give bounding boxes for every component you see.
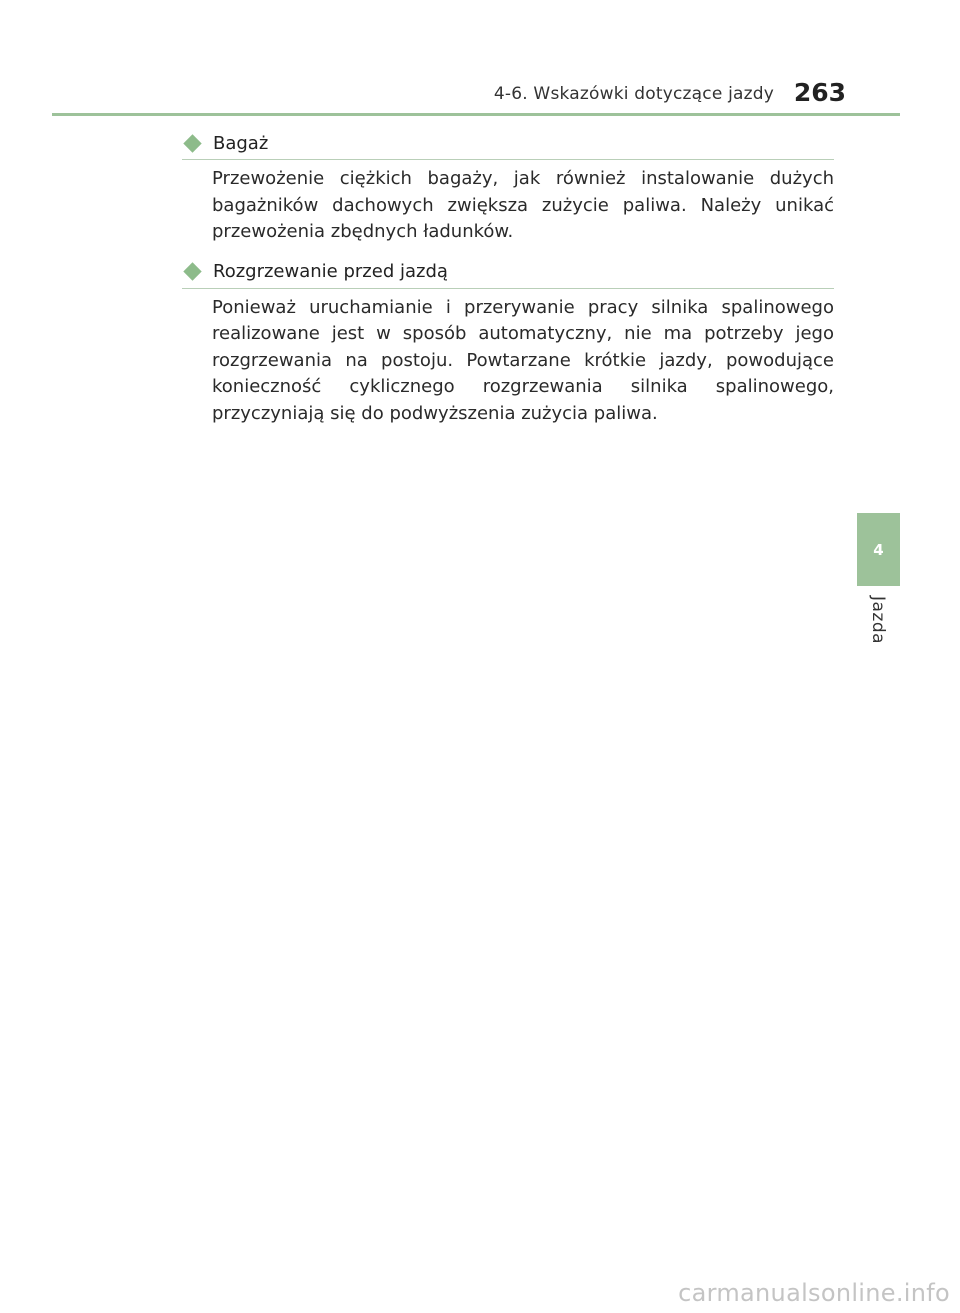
section-title: Bagaż [213, 132, 269, 154]
diamond-bullet-icon [183, 134, 201, 152]
section-heading [182, 127, 834, 159]
watermark: carmanualsonline.info [678, 1279, 950, 1307]
section-header: 4-6. Wskazówki dotyczące jazdy [493, 84, 774, 104]
page-content [182, 127, 834, 437]
section-title: Rozgrzewanie przed jazdą [213, 261, 448, 282]
chapter-number: 4 [873, 540, 884, 559]
chapter-label: Jazda [868, 595, 888, 645]
section-paragraph: Przewożenie ciężkich bagaży, jak również instalowanie dużych bagażników dachowych zwiększa zużycie paliwa. Należy unikać przewożenia zbędnych ładunków. [212, 168, 834, 242]
page-number: 263 [793, 78, 846, 107]
section-paragraph: Ponieważ uruchamianie i przerywanie pracy silnika spalinowego realizowane jest w sposób automatyczny, nie ma potrzeby jego rozgrzewania na postoju. Powtarzane krótkie jazdy, powodujące konieczność cyklicznego rozgrzewania silnika spalinowego, przyczyniają się do podwyższenia zużycia paliwa. [212, 296, 834, 424]
section-bagaz [182, 127, 834, 246]
section-heading [182, 256, 834, 288]
section-divider [182, 159, 834, 160]
chapter-tab [857, 513, 900, 586]
section-divider [182, 288, 834, 289]
header-divider [52, 113, 900, 116]
diamond-bullet-icon [183, 262, 201, 280]
section-rozgrzewanie [182, 256, 834, 428]
